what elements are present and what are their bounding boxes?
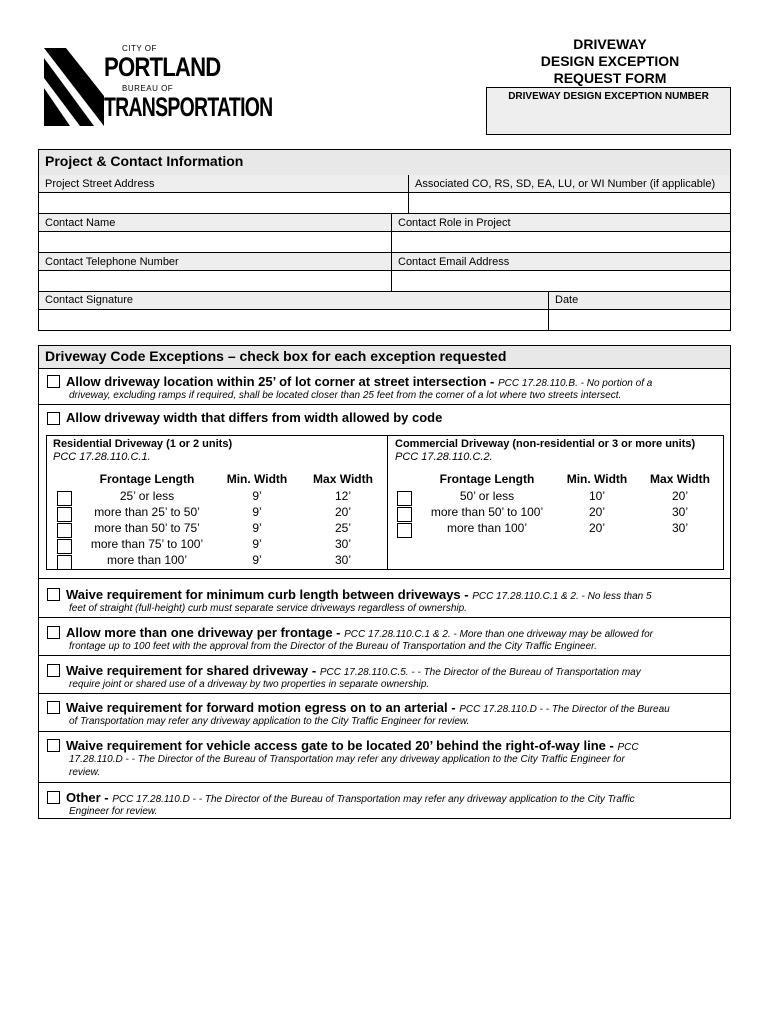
divider <box>391 213 392 253</box>
contact-signature-label-row <box>39 291 730 310</box>
table-cell: more than 50’ to 75’ <box>94 521 200 535</box>
logo-transportation: TRANSPORTATION <box>104 92 273 122</box>
access-gate-desc-1: 17.28.110.D - - The Director of the Bureau of Transportation may refer any driveway application to the City Traffic Engineer for <box>69 754 625 765</box>
table-cell: 20’ <box>671 489 688 503</box>
curb-exception-checkbox[interactable] <box>47 588 60 601</box>
shared-driveway-desc: require joint or shared use of a driveway by two properties in separate ownership. <box>69 679 430 690</box>
table-cell: 25’ or less <box>119 489 175 503</box>
multiple-driveway-checkbox[interactable] <box>47 626 60 639</box>
divider <box>39 617 730 618</box>
contact-email-input[interactable] <box>396 271 730 293</box>
curb-exception-desc: feet of straight (full-height) curb must separate service driveways regardless of ownership. <box>69 603 467 614</box>
divider <box>39 404 730 405</box>
logo-city-of: CITY OF <box>122 44 157 53</box>
residential-title: Residential Driveway (1 or 2 units) <box>53 438 233 450</box>
contact-name-input[interactable] <box>43 232 391 254</box>
table-cell: 9’ <box>252 537 262 551</box>
curb-exception-title: Waive requirement for minimum curb length between driveways - <box>66 587 473 602</box>
shared-driveway-title: Waive requirement for shared driveway - <box>66 663 320 678</box>
forward-egress-title: Waive requirement for forward motion egress on to an arterial - <box>66 700 460 715</box>
date-label: Date <box>555 294 579 306</box>
table-cell: 20’ <box>334 505 351 519</box>
access-gate-checkbox[interactable] <box>47 739 60 752</box>
commercial-row-checkbox[interactable] <box>397 491 412 506</box>
other-exception-desc: Engineer for review. <box>69 806 158 817</box>
logo-bureau-of: BUREAU OF <box>122 84 174 93</box>
contact-phone-input[interactable] <box>43 271 391 293</box>
residential-row-checkbox[interactable] <box>57 539 72 554</box>
divider <box>39 782 730 783</box>
commercial-header-frontage: Frontage Length <box>439 472 535 486</box>
table-cell: more than 100’ <box>446 521 528 535</box>
table-cell: 9’ <box>252 489 262 503</box>
divider <box>548 291 549 331</box>
table-cell: more than 75’ to 100’ <box>90 537 204 551</box>
other-exception-ref: PCC 17.28.110.D - - The Director of the Bureau of Transportation may refer any driveway application to the City Traffic <box>112 794 635 805</box>
width-tables-box <box>46 435 724 570</box>
date-input[interactable] <box>553 310 729 332</box>
residential-header-max: Max Width <box>313 472 373 486</box>
width-exception-checkbox[interactable] <box>47 412 60 425</box>
shared-driveway-ref: PCC 17.28.110.C.5. - - The Director of the Bureau of Transportation may <box>319 667 641 678</box>
table-cell: 20’ <box>588 521 605 535</box>
exception-number-box[interactable] <box>486 87 731 135</box>
associated-numbers-label: Associated CO, RS, SD, EA, LU, or WI Number (if applicable) <box>415 178 716 190</box>
logo-portland: PORTLAND <box>104 52 221 82</box>
residential-header-frontage: Frontage Length <box>99 472 195 486</box>
location-exception-title: Allow driveway location within 25’ of lot corner at street intersection - <box>66 374 498 389</box>
multiple-driveway-ref: PCC 17.28.110.C.1 & 2. - More than one driveway may be allowed for <box>344 629 653 640</box>
divider <box>391 252 392 292</box>
form-title-line2: DESIGN EXCEPTION <box>540 53 680 69</box>
residential-ref: PCC 17.28.110.C.1. <box>53 451 151 463</box>
divider <box>39 731 730 732</box>
contact-email-label: Contact Email Address <box>398 256 510 268</box>
commercial-row-checkbox[interactable] <box>397 507 412 522</box>
forward-egress-desc: of Transportation may refer any driveway application to the City Traffic Engineer for review. <box>69 716 470 727</box>
width-exception-title: Allow driveway width that differs from width allowed by code <box>66 410 443 425</box>
contact-name-label: Contact Name <box>45 217 116 229</box>
location-exception-checkbox[interactable] <box>47 375 60 388</box>
contact-phone-label: Contact Telephone Number <box>45 256 179 268</box>
contact-signature-input[interactable] <box>43 310 547 332</box>
forward-egress-checkbox[interactable] <box>47 701 60 714</box>
table-cell: 9’ <box>252 505 262 519</box>
shared-driveway-checkbox[interactable] <box>47 664 60 677</box>
table-cell: more than 25’ to 50’ <box>94 505 200 519</box>
exceptions-section-header: Driveway Code Exceptions – check box for each exception requested <box>45 348 507 364</box>
table-cell: 30’ <box>671 505 688 519</box>
divider <box>39 578 730 579</box>
commercial-ref: PCC 17.28.110.C.2. <box>395 451 493 463</box>
divider <box>387 436 388 569</box>
table-cell: 20’ <box>588 505 605 519</box>
street-address-input[interactable] <box>43 193 407 215</box>
commercial-header-min: Min. Width <box>566 472 628 486</box>
project-section-header: Project & Contact Information <box>45 153 244 169</box>
other-exception-checkbox[interactable] <box>47 791 60 804</box>
multiple-driveway-desc: frontage up to 100 feet with the approval from the Director of the Bureau of Transportation and the City Traffic Engineer. <box>69 641 597 652</box>
exception-number-label: DRIVEWAY DESIGN EXCEPTION NUMBER <box>508 91 709 102</box>
location-exception-ref: PCC 17.28.110.B. - No portion of a <box>497 378 653 389</box>
portland-transportation-logo <box>44 44 294 126</box>
street-address-label: Project Street Address <box>45 178 155 190</box>
table-cell: 9’ <box>252 521 262 535</box>
access-gate-desc-2: review. <box>69 767 101 778</box>
residential-row-checkbox[interactable] <box>57 555 72 570</box>
residential-header-min: Min. Width <box>226 472 288 486</box>
other-exception-title: Other - <box>66 790 113 805</box>
logo-mark-icon <box>44 48 104 126</box>
form-title-line1: DRIVEWAY <box>573 36 647 52</box>
divider <box>39 655 730 656</box>
commercial-row-checkbox[interactable] <box>397 523 412 538</box>
divider <box>39 693 730 694</box>
exceptions-section <box>38 345 731 819</box>
residential-row-checkbox[interactable] <box>57 523 72 538</box>
access-gate-ref: PCC <box>617 742 639 753</box>
residential-row-checkbox[interactable] <box>57 491 72 506</box>
form-title-line3: REQUEST FORM <box>553 70 667 86</box>
contact-name-label-row <box>39 213 730 232</box>
access-gate-title: Waive requirement for vehicle access gate to be located 20’ behind the right-of-way line - <box>66 738 618 753</box>
location-exception-desc: driveway, excluding ramps if required, shall be located closer than 25 feet from the corner of a lot where two streets intersect. <box>69 390 622 401</box>
table-cell: 9’ <box>252 553 262 567</box>
associated-numbers-input[interactable] <box>413 193 729 215</box>
table-cell: 50’ or less <box>459 489 515 503</box>
contact-role-input[interactable] <box>396 232 730 254</box>
table-cell: 30’ <box>334 553 351 567</box>
project-contact-section <box>38 149 731 331</box>
multiple-driveway-title: Allow more than one driveway per frontage - <box>66 625 345 640</box>
table-cell: 25’ <box>334 521 351 535</box>
commercial-header-max: Max Width <box>650 472 710 486</box>
table-cell: 30’ <box>671 521 688 535</box>
contact-signature-label: Contact Signature <box>45 294 134 306</box>
commercial-title: Commercial Driveway (non-residential or 3 or more units) <box>395 438 696 450</box>
table-cell: more than 50’ to 100’ <box>430 505 544 519</box>
table-cell: 30’ <box>334 537 351 551</box>
divider <box>408 192 409 214</box>
form-title <box>500 36 720 87</box>
forward-egress-ref: PCC 17.28.110.D - - The Director of the Bureau <box>459 704 670 715</box>
divider <box>408 175 409 192</box>
residential-row-checkbox[interactable] <box>57 507 72 522</box>
table-cell: more than 100’ <box>106 553 188 567</box>
contact-role-label: Contact Role in Project <box>398 217 511 229</box>
curb-exception-ref: PCC 17.28.110.C.1 & 2. - No less than 5 <box>472 591 652 602</box>
table-cell: 12’ <box>334 489 351 503</box>
table-cell: 10’ <box>588 489 605 503</box>
